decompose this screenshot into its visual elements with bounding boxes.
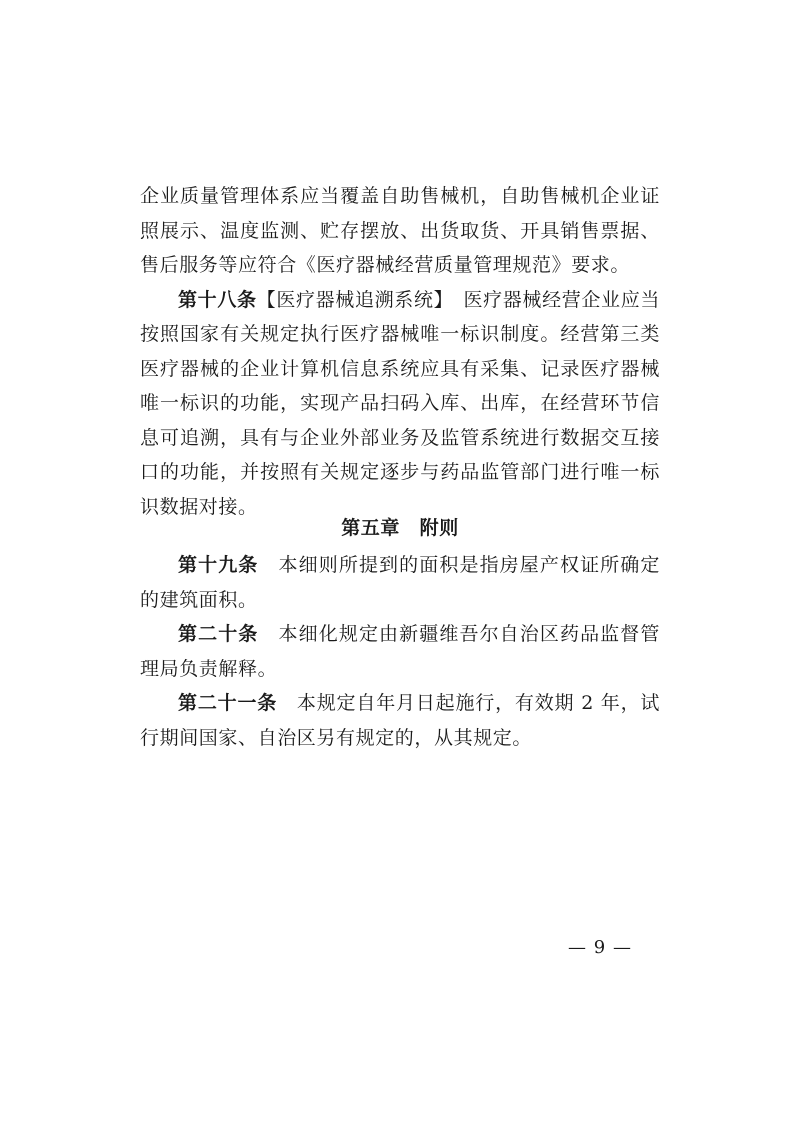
article-20-title: 第二十条 bbox=[178, 623, 259, 645]
lower-text-block bbox=[140, 548, 660, 755]
article-18-body: 医疗器械经营企业应当按照国家有关规定执行医疗器械唯一标识制度。经营第三类医疗器械的企业计算机信息系统应具有采集、记录医疗器械唯一标识的功能，实现产品扫码入库、出库，在经营环节信息可追溯，具有与企业外部业务及监管系统进行数据交互接口的功能，并按照有关规定逐步与药品监管部门进行唯一标识数据对接。 bbox=[140, 288, 660, 518]
article-21-body: 本规定自年月日起施行，有效期 2 年，试行期间国家、自治区另有规定的，从其规定。 bbox=[140, 692, 660, 749]
chapter-heading: 第五章 附则 bbox=[341, 517, 459, 539]
article-19 bbox=[140, 548, 660, 617]
page-number: — 9 — bbox=[568, 937, 632, 958]
article-21 bbox=[140, 686, 660, 755]
article-18-bracket-title: 【医疗器械追溯系统】 bbox=[256, 288, 444, 311]
article-18-title: 第十八条 bbox=[178, 288, 257, 311]
article-21-title: 第二十一条 bbox=[178, 692, 278, 714]
article-19-title: 第十九条 bbox=[178, 554, 259, 576]
continued-paragraph: 企业质量管理体系应当覆盖自助售械机，自助售械机企业证照展示、温度监测、贮存摆放、出货取货、开具销售票据、售后服务等应符合《医疗器械经营质量管理规范》要求。 bbox=[140, 185, 660, 276]
article-19-body: 本细则所提到的面积是指房屋产权证所确定的建筑面积。 bbox=[140, 554, 660, 611]
article-20-body: 本细化规定由新疆维吾尔自治区药品监督管理局负责解释。 bbox=[140, 623, 660, 680]
article-20 bbox=[140, 617, 660, 686]
upper-text-block bbox=[140, 179, 660, 524]
article-18 bbox=[140, 283, 660, 525]
